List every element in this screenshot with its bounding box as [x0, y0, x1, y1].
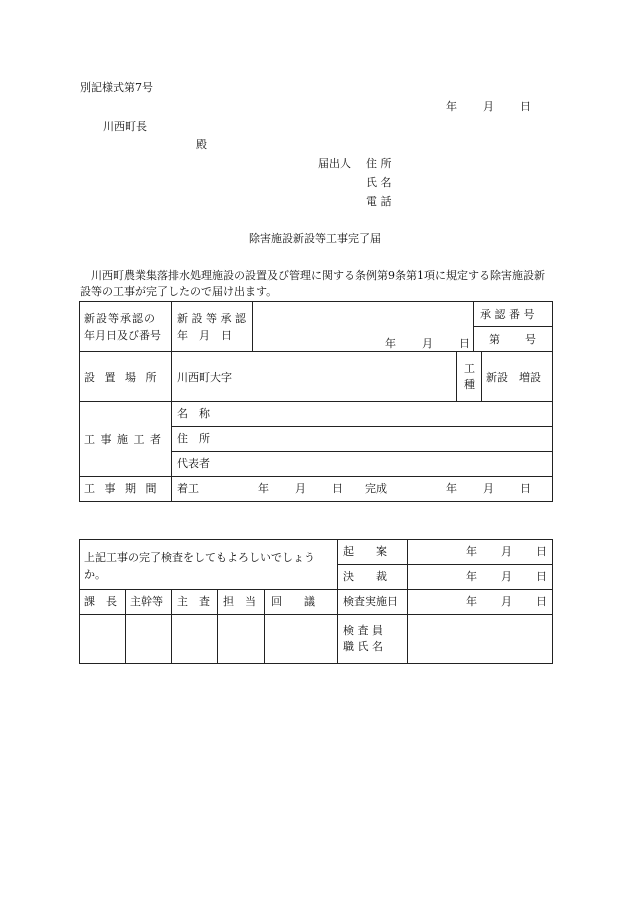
addressee: 川西町長 [103, 120, 147, 133]
approval-number-dai: 第 [489, 333, 500, 346]
approval-date-month: 月 [422, 337, 433, 350]
drafted-label: 起 案 [343, 545, 387, 558]
col-section-chief: 課 長 [84, 595, 117, 608]
contractor-address-label: 住 所 [177, 432, 210, 445]
t2-col-1 [125, 589, 126, 664]
inspection-month: 月 [501, 595, 512, 608]
drafted-year: 年 [466, 545, 477, 558]
contractor-rep-label: 代表者 [177, 457, 210, 470]
form-number: 別記様式第7号 [80, 81, 153, 94]
period-start-date [258, 482, 343, 495]
t2-hline-2 [79, 589, 553, 590]
approval-label [84, 312, 166, 342]
period-start-year: 年 [258, 482, 269, 495]
header-date-year: 年 [446, 100, 457, 113]
period-start-label: 着工 [177, 482, 199, 495]
approval-label-line2: 年月日及び番号 [84, 329, 161, 343]
applicant-address-label: 住 所 [366, 157, 392, 170]
location-value: 川西町大字 [177, 371, 232, 384]
kind-label-2: 種 [464, 378, 475, 391]
t1-vline-5 [481, 351, 482, 401]
header-date [446, 100, 531, 113]
applicant-phone-label: 電 話 [366, 195, 392, 208]
period-end-year: 年 [446, 482, 457, 495]
period-start-month: 月 [295, 482, 306, 495]
t1-vline-1 [171, 301, 172, 502]
approval-date-year: 年 [385, 337, 396, 350]
approval-label-line1: 新設等承認の [84, 312, 156, 325]
document-title: 除害施設新設等工事完了届 [249, 232, 381, 245]
honorific: 殿 [196, 138, 207, 151]
inspection-note: 上記工事の完了検査をしてもよろしいでしょうか。 [84, 551, 315, 581]
t2-hline-4 [79, 614, 337, 615]
approval-date-label-line1: 新 設 等 承 認 [177, 312, 246, 325]
approved-year: 年 [466, 570, 477, 583]
period-end-date [446, 482, 531, 495]
contractor-label: 工 事 施 工 者 [84, 433, 162, 446]
kind-label-1: 工 [464, 362, 475, 375]
header-date-month: 月 [483, 100, 494, 113]
approved-day: 日 [536, 570, 547, 583]
approval-date-label-line2: 年 月 日 [177, 329, 232, 343]
t2-hline-3 [337, 614, 553, 615]
t2-col-3 [217, 589, 218, 664]
approval-date-label [177, 312, 246, 342]
body-text-content: 川西町農業集落排水処理施設の設置及び管理に関する条例第9条第1項に規定する除害施設新設等の工事が完了したので届け出ます。 [80, 269, 545, 298]
t1-hline-4 [171, 451, 553, 452]
header-date-day: 日 [520, 100, 531, 113]
approval-number-label: 承 認 番 号 [480, 308, 535, 321]
period-end-day: 日 [520, 482, 531, 495]
inspection-date [466, 595, 547, 608]
t1-hline-6 [473, 326, 553, 327]
period-end-label: 完成 [365, 482, 387, 495]
location-label: 設 置 場 所 [84, 371, 160, 384]
inspection-year: 年 [466, 595, 477, 608]
t1-vline-4 [456, 351, 457, 401]
approval-number-value [489, 333, 536, 346]
contractor-name-label: 名 称 [177, 407, 210, 420]
approved-month: 月 [501, 570, 512, 583]
drafted-month: 月 [501, 545, 512, 558]
applicant-name-label: 氏 名 [366, 176, 392, 189]
body-text [80, 268, 552, 300]
col-person-in-charge: 担 当 [223, 595, 256, 608]
approval-date-value [385, 337, 470, 350]
inspection-day: 日 [536, 595, 547, 608]
inspector-label-line1: 検 査 員 [343, 624, 383, 637]
inspector-label-line2: 職 氏 名 [343, 640, 383, 654]
approval-date-day: 日 [459, 337, 470, 350]
col-chief-examiner: 主 査 [177, 595, 210, 608]
approved-label: 決 裁 [343, 570, 387, 583]
period-start-day: 日 [332, 482, 343, 495]
inspector-label [343, 624, 383, 653]
applicant-label: 届出人 [318, 157, 351, 170]
approval-number-go: 号 [525, 333, 536, 346]
drafted-day: 日 [536, 545, 547, 558]
t2-col-2 [171, 589, 172, 664]
col-circulation: 回 議 [271, 595, 315, 608]
t1-vline-2 [252, 301, 253, 351]
period-label: 工 事 期 間 [84, 482, 160, 495]
t1-vline-3 [473, 301, 474, 351]
col-supervisor: 主幹等 [130, 595, 163, 608]
inspection-date-label: 検査実施日 [343, 595, 398, 608]
t1-hline-5 [79, 476, 553, 477]
approved-date [466, 570, 547, 583]
t2-col-4 [264, 589, 265, 664]
t2-hline-1 [337, 564, 553, 565]
kind-value: 新設 増設 [486, 371, 541, 384]
period-end-month: 月 [483, 482, 494, 495]
t2-vline-main [337, 539, 338, 664]
t1-hline-3 [171, 426, 553, 427]
t2-vline-date [407, 539, 408, 664]
t1-hline-2 [79, 401, 553, 402]
drafted-date [466, 545, 547, 558]
